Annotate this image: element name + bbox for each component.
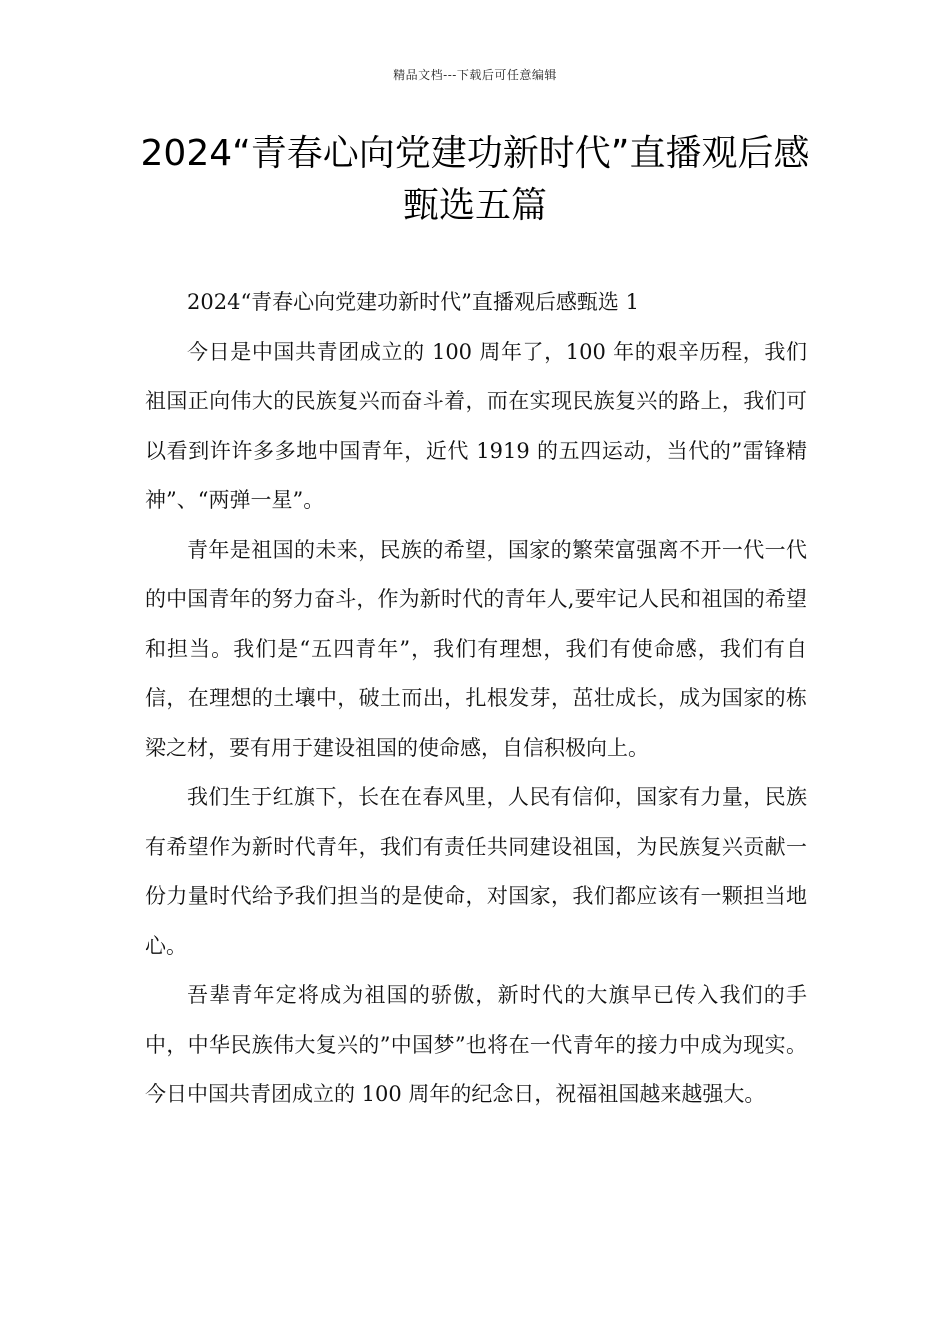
document-body: [145, 278, 807, 1120]
paragraph: 青年是祖国的未来，民族的希望，国家的繁荣富强离不开一代一代的中国青年的努力奋斗，作为新时代的青年人,要牢记人民和祖国的希望和担当。我们是“五四青年”，我们有理想，我们有使命感，我们有自信，在理想的土壤中，破土而出，扎根发芽，茁壮成长，成为国家的栋梁之材，要有用于建设祖国的使命感，自信积极向上。: [145, 537, 807, 760]
paragraph: 我们生于红旗下，长在在春风里，人民有信仰，国家有力量，民族有希望作为新时代青年，我们有责任共同建设祖国，为民族复兴贡献一份力量时代给予我们担当的是使命，对国家，我们都应该有一颗担当地心。: [145, 785, 807, 958]
document-title: 2024“青春心向党建功新时代”直播观后感甄选五篇: [140, 133, 810, 226]
paragraph: 吾辈青年定将成为祖国的骄傲，新时代的大旗早已传入我们的手中，中华民族伟大复兴的”中国梦”也将在一代青年的接力中成为现实。今日中国共青团成立的 100 周年的纪念日，祝福祖国越来越强大。: [145, 983, 807, 1106]
section-heading: 2024“青春心向党建功新时代”直播观后感甄选 1: [187, 290, 639, 314]
paragraph: 今日是中国共青团成立的 100 周年了，100 年的艰辛历程，我们祖国正向伟大的民族复兴而奋斗着，而在实现民族复兴的路上，我们可以看到许许多多地中国青年，近代 1919 的五四运动，当代的”雷锋精神”、“两弹一星”。: [145, 339, 807, 512]
header-note: 精品文档---下载后可任意编辑: [393, 68, 557, 82]
